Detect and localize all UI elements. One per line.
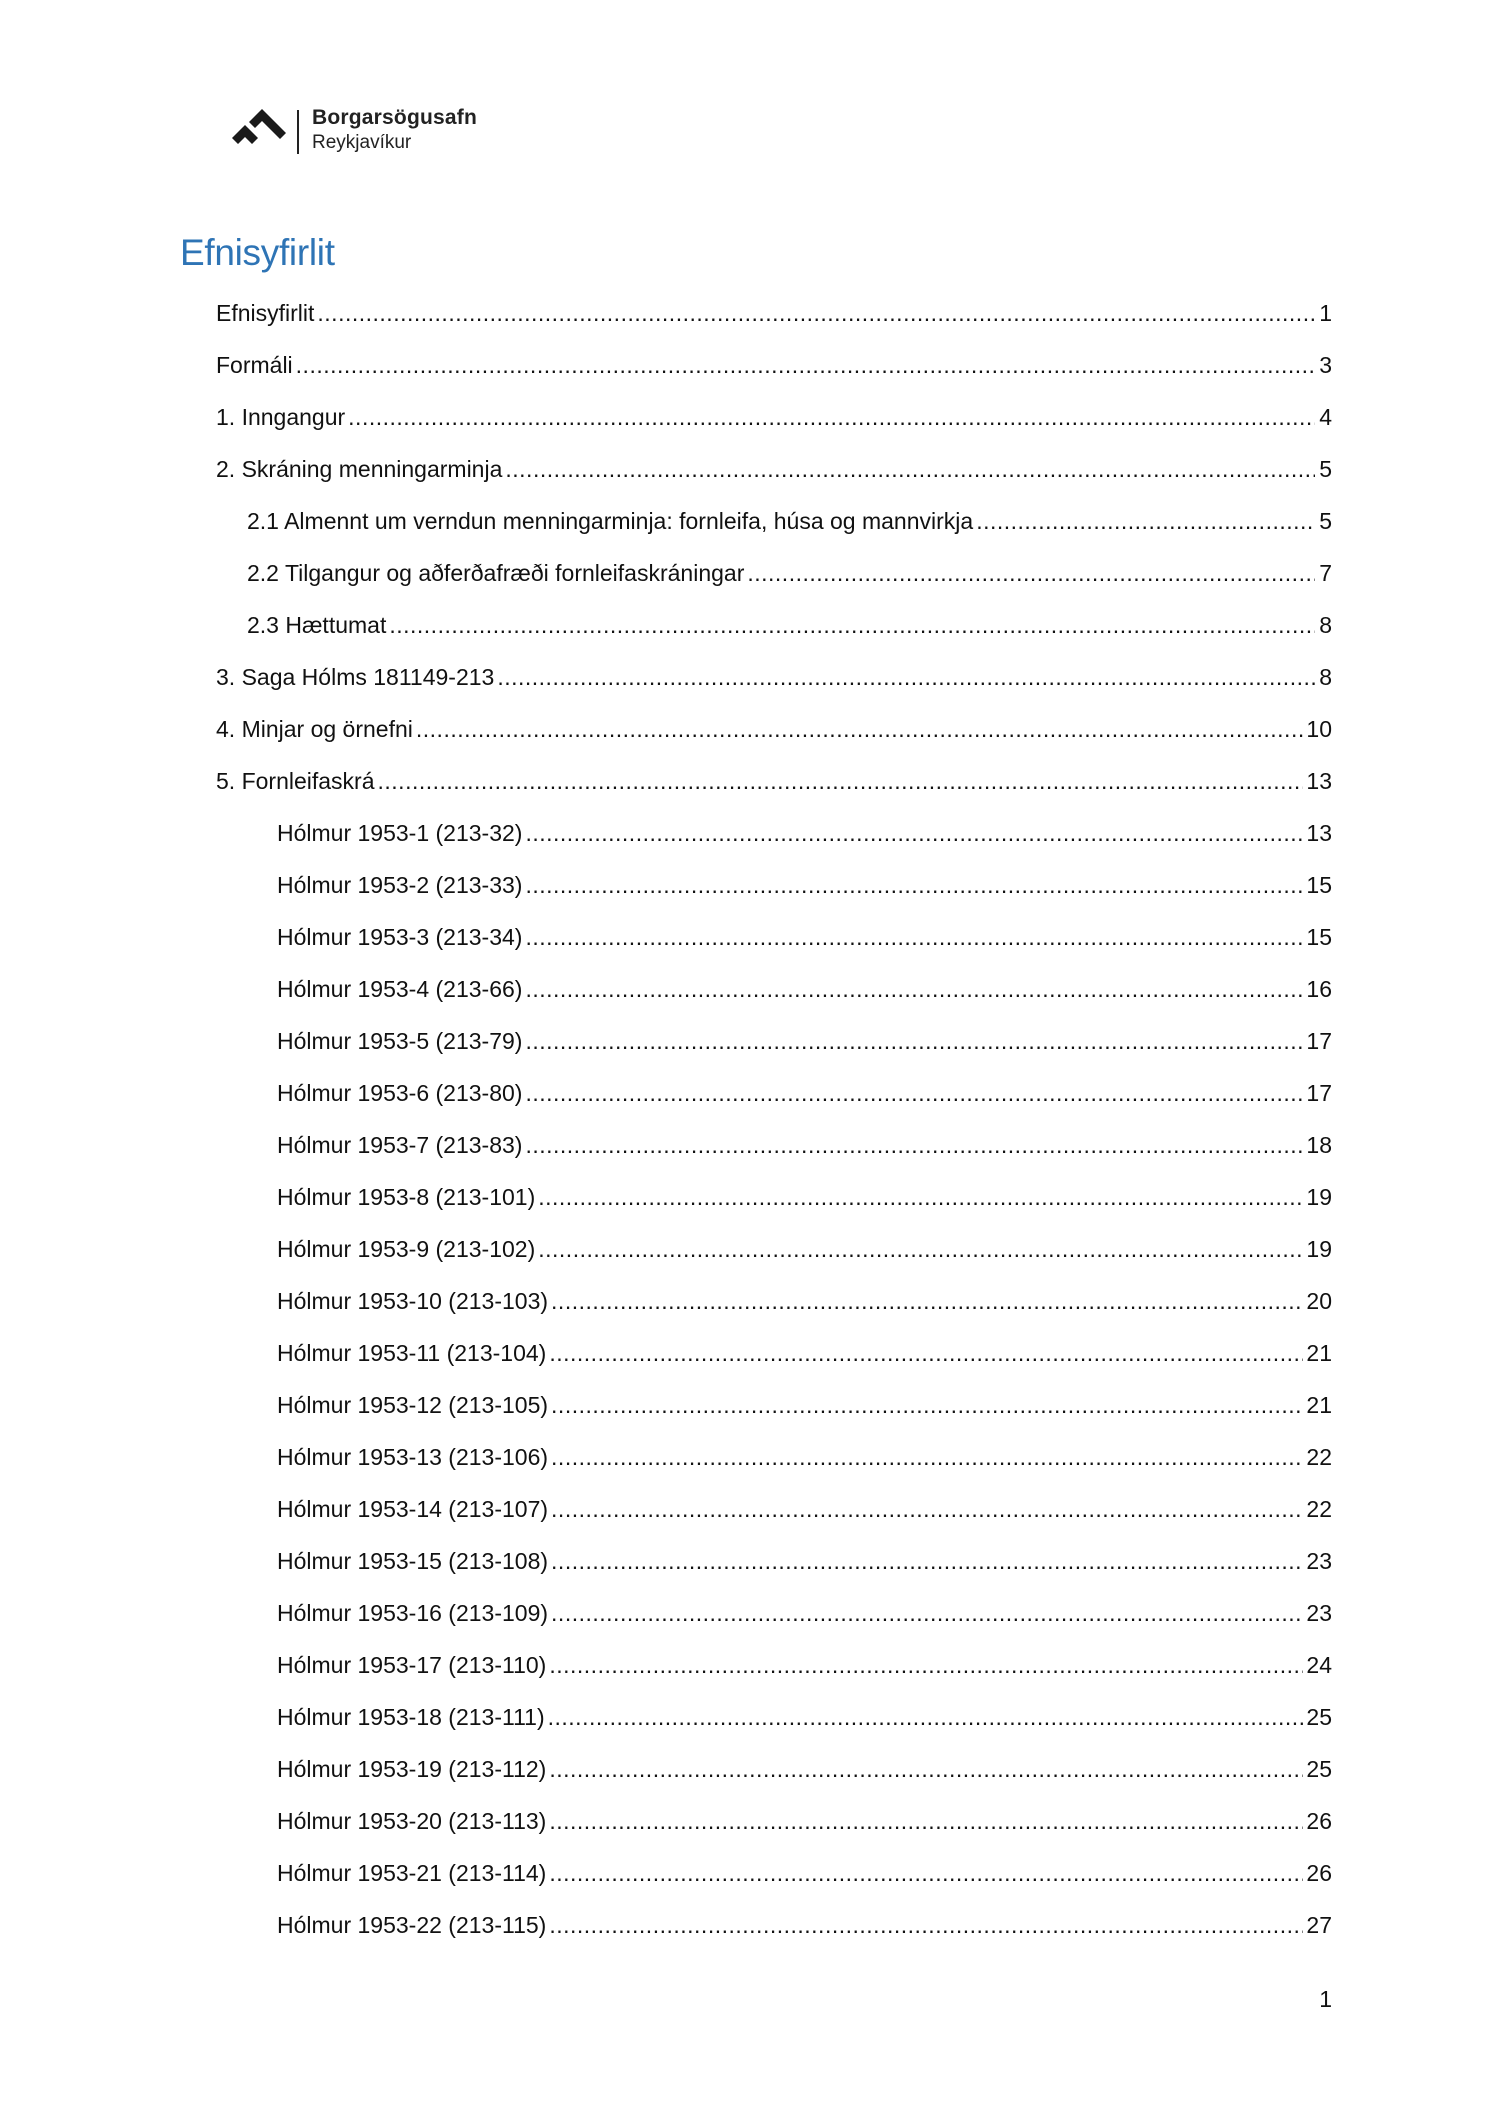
toc-entry[interactable] [216, 872, 1332, 924]
toc-entry[interactable] [216, 1028, 1332, 1080]
toc-entry[interactable] [216, 1808, 1332, 1860]
toc-entry-text[interactable]: Hólmur 1953-22 (213-115) [277, 1912, 547, 1938]
toc-dot-leader [525, 976, 1303, 1003]
toc-dot-leader [549, 1912, 1303, 1939]
toc-entry-page[interactable]: 23 [1306, 1548, 1332, 1574]
toc-dot-leader [525, 1028, 1303, 1055]
toc-entry[interactable] [216, 300, 1332, 352]
toc-dot-leader [317, 300, 1315, 327]
toc-entry-page[interactable]: 19 [1306, 1236, 1332, 1262]
page-number: 1 [1319, 1986, 1332, 2012]
toc-entry-page[interactable]: 15 [1306, 872, 1332, 898]
toc-entry[interactable] [216, 924, 1332, 976]
toc-entry-text[interactable]: Hólmur 1953-18 (213-111) [277, 1704, 545, 1730]
toc-entry-text[interactable]: Formáli [216, 352, 293, 378]
logo-divider [297, 110, 299, 154]
toc-entry[interactable] [216, 404, 1332, 456]
logo-city-name: Reykjavíkur [312, 132, 412, 153]
toc-entry-page[interactable]: 16 [1306, 976, 1332, 1002]
toc-entry-page[interactable]: 8 [1319, 612, 1332, 638]
toc-entry-text[interactable]: Hólmur 1953-20 (213-113) [277, 1808, 547, 1834]
toc-entry-page[interactable]: 25 [1306, 1704, 1332, 1730]
page-title: Efnisyfirlit [180, 232, 335, 273]
toc-entry[interactable] [216, 1184, 1332, 1236]
toc-dot-leader [525, 1132, 1303, 1159]
toc-entry-text[interactable]: Hólmur 1953-1 (213-32) [277, 820, 523, 846]
toc-entry[interactable] [216, 1080, 1332, 1132]
toc-entry-text[interactable]: Hólmur 1953-3 (213-34) [277, 924, 523, 950]
toc-entry-text[interactable]: Hólmur 1953-2 (213-33) [277, 872, 523, 898]
toc-entry[interactable] [216, 1756, 1332, 1808]
toc-entry-text[interactable]: Hólmur 1953-15 (213-108) [277, 1548, 549, 1574]
toc-dot-leader [525, 924, 1303, 951]
toc-dot-leader [551, 1392, 1303, 1419]
toc-dot-leader [525, 1080, 1303, 1107]
toc-entry-page[interactable]: 15 [1306, 924, 1332, 950]
toc-entry-text[interactable]: Hólmur 1953-11 (213-104) [277, 1340, 547, 1366]
toc-entry-text[interactable]: Efnisyfirlit [216, 300, 315, 326]
toc-dot-leader [538, 1184, 1303, 1211]
toc-entry-text[interactable]: 4. Minjar og örnefni [216, 716, 413, 742]
toc-entry-page[interactable]: 20 [1306, 1288, 1332, 1314]
toc-dot-leader [525, 820, 1303, 847]
toc-entry[interactable] [216, 560, 1332, 612]
toc-entry[interactable] [216, 508, 1332, 560]
toc-entry-page[interactable]: 10 [1306, 716, 1332, 742]
toc-entry-text[interactable]: Hólmur 1953-13 (213-106) [277, 1444, 549, 1470]
toc-entry-page[interactable]: 13 [1306, 820, 1332, 846]
toc-entry-page[interactable]: 26 [1306, 1808, 1332, 1834]
toc-entry-text[interactable]: 3. Saga Hólms 181149-213 [216, 664, 495, 690]
toc-entry[interactable] [216, 1548, 1332, 1600]
toc-dot-leader [551, 1288, 1303, 1315]
toc-dot-leader [296, 352, 1315, 379]
toc-dot-leader [549, 1340, 1303, 1367]
toc-dot-leader [525, 872, 1303, 899]
toc-entry-text[interactable]: 1. Inngangur [216, 404, 346, 430]
toc-dot-leader [549, 1808, 1303, 1835]
toc-entry[interactable] [216, 352, 1332, 404]
toc-entry-text[interactable]: Hólmur 1953-8 (213-101) [277, 1184, 536, 1210]
toc-entry-page[interactable]: 1 [1319, 300, 1332, 326]
toc-entry-text[interactable]: Hólmur 1953-12 (213-105) [277, 1392, 549, 1418]
toc-entry[interactable] [216, 1704, 1332, 1756]
toc-entry-page[interactable]: 13 [1306, 768, 1332, 794]
toc-entry-text[interactable]: 2. Skráning menningarminja [216, 456, 503, 482]
toc-entry[interactable] [216, 1444, 1332, 1496]
toc-entry-text[interactable]: Hólmur 1953-4 (213-66) [277, 976, 523, 1002]
toc-dot-leader [548, 1704, 1304, 1731]
toc-dot-leader [416, 716, 1304, 743]
toc-entry-page[interactable]: 23 [1306, 1600, 1332, 1626]
toc-entry[interactable] [216, 716, 1332, 768]
toc-entry[interactable] [216, 1496, 1332, 1548]
toc-dot-leader [538, 1236, 1303, 1263]
toc-entry[interactable] [216, 612, 1332, 664]
toc-dot-leader [549, 1652, 1303, 1679]
toc-entry-page[interactable]: 24 [1306, 1652, 1332, 1678]
toc-entry-text[interactable]: Hólmur 1953-21 (213-114) [277, 1860, 547, 1886]
toc-entry-page[interactable]: 21 [1306, 1340, 1332, 1366]
toc-entry-text[interactable]: Hólmur 1953-19 (213-112) [277, 1756, 547, 1782]
toc-entry-page[interactable]: 27 [1306, 1912, 1332, 1938]
toc-entry-page[interactable]: 17 [1306, 1080, 1332, 1106]
toc-entry[interactable] [216, 1652, 1332, 1704]
toc-entry-text[interactable]: Hólmur 1953-16 (213-109) [277, 1600, 549, 1626]
toc-entry-text[interactable]: Hólmur 1953-5 (213-79) [277, 1028, 523, 1054]
toc-entry-text[interactable]: Hólmur 1953-10 (213-103) [277, 1288, 549, 1314]
toc-entry-page[interactable]: 3 [1319, 352, 1332, 378]
toc-entry[interactable] [216, 820, 1332, 872]
toc-entry-page[interactable]: 8 [1319, 664, 1332, 690]
toc-entry-text[interactable]: 2.1 Almennt um verndun menningarminja: fornleifa, húsa og mannvirkja [247, 508, 974, 534]
toc-entry-page[interactable]: 7 [1319, 560, 1332, 586]
toc-entry-page[interactable]: 25 [1306, 1756, 1332, 1782]
toc-dot-leader [551, 1600, 1303, 1627]
toc-entry-page[interactable]: 22 [1306, 1444, 1332, 1470]
toc-entry-text[interactable]: Hólmur 1953-6 (213-80) [277, 1080, 523, 1106]
toc-entry-page[interactable]: 5 [1319, 456, 1332, 482]
toc-entry[interactable] [216, 1132, 1332, 1184]
toc-dot-leader [549, 1860, 1303, 1887]
toc-dot-leader [551, 1496, 1303, 1523]
toc-entry-text[interactable]: 2.3 Hættumat [247, 612, 387, 638]
toc-entry[interactable] [216, 1340, 1332, 1392]
toc-entry-text[interactable]: Hólmur 1953-7 (213-83) [277, 1132, 523, 1158]
toc-entry-text[interactable]: Hólmur 1953-17 (213-110) [277, 1652, 547, 1678]
toc-entry-page[interactable]: 26 [1306, 1860, 1332, 1886]
toc-entry[interactable] [216, 1392, 1332, 1444]
toc-dot-leader [551, 1548, 1303, 1575]
table-of-contents [216, 300, 1332, 1964]
toc-dot-leader [497, 664, 1315, 691]
toc-entry-page[interactable]: 4 [1319, 404, 1332, 430]
toc-entry-text[interactable]: Hólmur 1953-9 (213-102) [277, 1236, 536, 1262]
toc-entry[interactable] [216, 1860, 1332, 1912]
toc-dot-leader [747, 560, 1315, 587]
toc-entry-text[interactable]: 2.2 Tilgangur og aðferðafræði fornleifaskráningar [247, 560, 745, 586]
toc-entry[interactable] [216, 456, 1332, 508]
toc-entry-page[interactable]: 21 [1306, 1392, 1332, 1418]
toc-entry-page[interactable]: 22 [1306, 1496, 1332, 1522]
toc-entry[interactable] [216, 1600, 1332, 1652]
toc-dot-leader [549, 1756, 1303, 1783]
toc-dot-leader [389, 612, 1315, 639]
toc-dot-leader [505, 456, 1315, 483]
toc-entry-page[interactable]: 19 [1306, 1184, 1332, 1210]
toc-entry[interactable] [216, 664, 1332, 716]
toc-entry-page[interactable]: 5 [1319, 508, 1332, 534]
toc-entry[interactable] [216, 1912, 1332, 1964]
toc-dot-leader [551, 1444, 1303, 1471]
toc-dot-leader [378, 768, 1304, 795]
logo-brand-name: Borgarsögusafn [312, 106, 477, 129]
toc-entry-page[interactable]: 17 [1306, 1028, 1332, 1054]
museum-logo-icon [232, 108, 290, 154]
toc-entry[interactable] [216, 976, 1332, 1028]
toc-entry-text[interactable]: Hólmur 1953-14 (213-107) [277, 1496, 549, 1522]
toc-entry[interactable] [216, 1236, 1332, 1288]
toc-dot-leader [348, 404, 1315, 431]
toc-entry-page[interactable]: 18 [1306, 1132, 1332, 1158]
toc-entry-text[interactable]: 5. Fornleifaskrá [216, 768, 375, 794]
toc-entry[interactable] [216, 1288, 1332, 1340]
toc-dot-leader [976, 508, 1315, 535]
toc-entry[interactable] [216, 768, 1332, 820]
